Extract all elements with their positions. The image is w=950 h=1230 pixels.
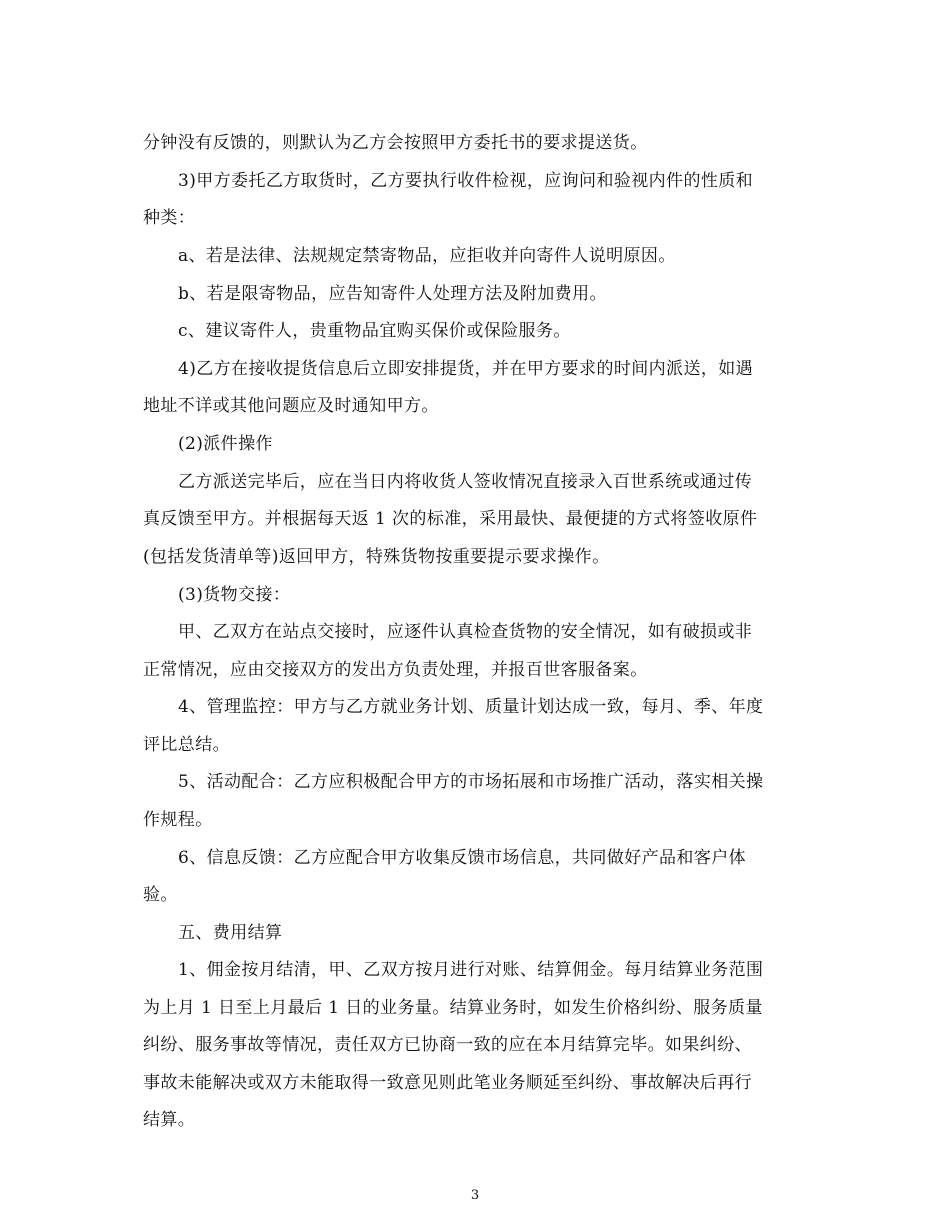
- text-line: c、建议寄件人，贵重物品宜购买保价或保险服务。: [178, 321, 571, 341]
- text-line: 验。: [143, 885, 178, 905]
- text-line: 事故未能解决或双方未能取得一致意见则此笔业务顺延至纠纷、事故解决后再行: [143, 1073, 752, 1093]
- text-line: 结算。: [143, 1110, 196, 1130]
- page-number: 3: [470, 1188, 480, 1203]
- text-line: b、若是限寄物品，应告知寄件人处理方法及附加费用。: [178, 284, 607, 304]
- text-line: 1、佣金按月结清，甲、乙双方按月进行对账、结算佣金。每月结算业务范围: [178, 960, 764, 980]
- section-heading: (3)货物交接：: [178, 585, 291, 605]
- text-line: 4)乙方在接收提货信息后立即安排提货，并在甲方要求的时间内派送，如遇: [178, 359, 754, 379]
- text-line: 甲、乙双方在站点交接时，应逐件认真检查货物的安全情况，如有破损或非: [178, 622, 753, 642]
- text-line: 4、管理监控：甲方与乙方就业务计划、质量计划达成一致，每月、季、年度: [178, 697, 764, 717]
- text-line: 6、信息反馈：乙方应配合甲方收集反馈市场信息，共同做好产品和客户体: [178, 848, 747, 868]
- text-line: 分钟没有反馈的，则默认为乙方会按照甲方委托书的要求提送货。: [143, 133, 648, 153]
- text-line: 正常情况，应由交接双方的发出方负责处理，并报百世客服备案。: [143, 660, 648, 680]
- text-line: 评比总结。: [143, 735, 230, 755]
- section-heading: (2)派件操作: [178, 434, 273, 454]
- text-line: 真反馈至甲方。并根据每天返 1 次的标准，采用最快、最便捷的方式将签收原件: [143, 509, 758, 529]
- text-line: 5、活动配合：乙方应积极配合甲方的市场拓展和市场推广活动，落实相关操: [178, 772, 764, 792]
- text-line: 为上月 1 日至上月最后 1 日的业务量。结算业务时，如发生价格纠纷、服务质量: [143, 998, 763, 1018]
- text-line: 乙方派送完毕后，应在当日内将收货人签收情况直接录入百世系统或通过传: [178, 472, 753, 492]
- text-line: 纠纷、服务事故等情况，责任双方已协商一致的应在本月结算完毕。如果纠纷、: [143, 1035, 752, 1055]
- text-line: 种类：: [143, 208, 196, 228]
- text-line: 3)甲方委托乙方取货时，乙方要执行收件检视，应询问和验视内件的性质和: [178, 171, 754, 191]
- section-heading: 五、费用结算: [178, 923, 283, 943]
- text-line: 作规程。: [143, 810, 213, 830]
- text-line: a、若是法律、法规规定禁寄物品，应拒收并向寄件人说明原因。: [178, 246, 676, 266]
- text-line: 地址不详或其他问题应及时通知甲方。: [143, 396, 439, 416]
- text-line: (包括发货清单等)返回甲方，特殊货物按重要提示要求操作。: [143, 547, 610, 567]
